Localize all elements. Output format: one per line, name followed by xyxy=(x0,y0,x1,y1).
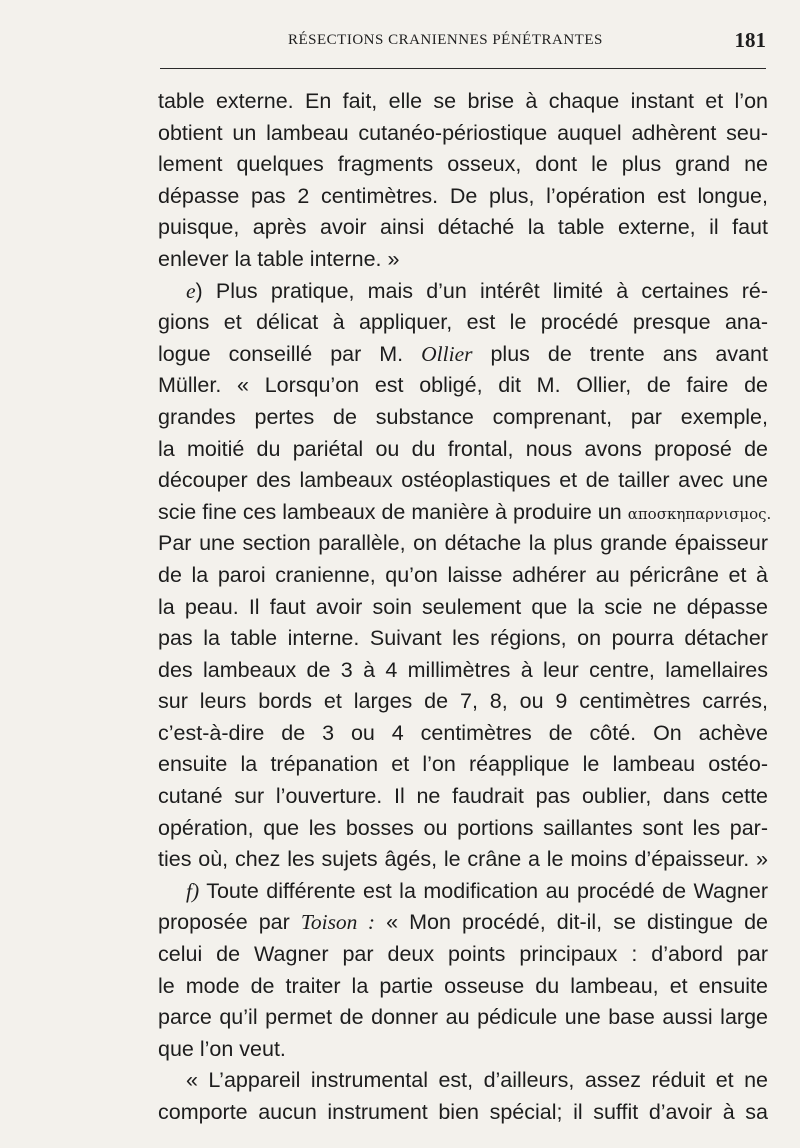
text-line xyxy=(158,339,768,371)
line-text: dépasse pas 2 centimètres. De plus, l’opération est longue, xyxy=(158,183,768,208)
line-text: ) Plus pratique, mais d’un intérêt limité à certaines ré- xyxy=(195,278,768,303)
line-text: enlever la table interne. » xyxy=(158,246,400,271)
italic-text: e xyxy=(186,278,196,303)
line-text: « Mon procédé, dit-il, se distingue de xyxy=(375,910,769,935)
page-header xyxy=(158,28,766,56)
text-line xyxy=(158,686,768,718)
text-line xyxy=(158,497,772,529)
line-text-before: logue conseillé par M. xyxy=(158,341,422,366)
line-text: puisque, après avoir ainsi détaché la table externe, il faut xyxy=(158,215,768,240)
line-text: découper des lambeaux ostéoplastiques et de tailler avec une xyxy=(158,468,768,493)
text-line xyxy=(158,181,768,213)
line-text: lement quelques fragments osseux, dont le plus grand ne xyxy=(158,152,768,177)
header-rule xyxy=(160,68,766,69)
text-line xyxy=(158,307,768,339)
line-text: Par une section parallèle, on détache la plus grande épaisseur xyxy=(158,531,768,556)
running-title: RÉSECTIONS CRANIENNES PÉNÉTRANTES xyxy=(288,32,603,48)
line-text: pas la table interne. Suivant les régions, on pourra détacher xyxy=(158,626,768,651)
line-text: « L’appareil instrumental est, d’ailleurs, assez réduit et ne xyxy=(186,1068,768,1093)
line-text: obtient un lambeau cutanéo-périostique auquel adhèrent seu- xyxy=(158,120,768,145)
text-line xyxy=(158,749,768,781)
text-line xyxy=(158,1065,768,1097)
line-text: plus de trente ans avant xyxy=(472,341,768,366)
line-text: sur leurs bords et larges de 7, 8, ou 9 centimètres carrés, xyxy=(158,689,768,714)
line-text: table externe. En fait, elle se brise à chaque instant et l’on xyxy=(158,89,768,113)
text-line xyxy=(158,402,768,434)
line-text: le mode de traiter la partie osseuse du lambeau, et ensuite xyxy=(158,973,768,998)
line-text: ties où, chez les sujets âgés, le crâne a le moins d’épaisseur. » xyxy=(158,847,768,872)
body-text xyxy=(158,86,772,1129)
text-line xyxy=(158,528,768,560)
line-text: que l’on veut. xyxy=(158,1036,286,1061)
text-line xyxy=(158,212,768,244)
text-line xyxy=(158,813,768,845)
line-text: Müller. « Lorsqu’on est obligé, dit M. Ollier, de faire de xyxy=(158,373,768,398)
line-text: comporte aucun instrument bien spécial; il suffit d’avoir à sa xyxy=(158,1100,768,1124)
italic-text: Ollier xyxy=(421,341,473,366)
line-text: ensuite la trépanation et l’on réapplique le lambeau ostéo- xyxy=(158,752,768,777)
line-text-before: proposée par xyxy=(158,910,301,935)
line-text: la moitié du pariétal ou du frontal, nous avons proposé de xyxy=(158,436,768,461)
italic-text: Toison : xyxy=(300,910,376,935)
text-line xyxy=(158,560,768,592)
text-line xyxy=(158,592,768,624)
text-line xyxy=(158,465,768,497)
text-line xyxy=(158,149,768,181)
text-line xyxy=(158,1034,768,1066)
text-line xyxy=(158,844,768,876)
line-text: opération, que les bosses ou portions saillantes sont les par- xyxy=(158,815,768,840)
text-line xyxy=(158,1002,768,1034)
text-line xyxy=(158,370,768,402)
text-line xyxy=(158,276,768,308)
text-line xyxy=(158,939,768,971)
greek-word: αποσκηπαρνισμος. xyxy=(627,504,772,523)
line-text: Toute différente est la modification au procédé de Wagner xyxy=(199,878,768,903)
text-line xyxy=(158,434,768,466)
text-line xyxy=(158,1097,768,1129)
line-text: scie fine ces lambeaux de manière à produire un xyxy=(158,499,628,524)
line-text: cutané sur l’ouverture. Il ne faudrait pas oublier, dans cette xyxy=(158,784,768,809)
line-text: gions et délicat à appliquer, est le procédé presque ana- xyxy=(158,310,768,335)
text-line xyxy=(158,623,768,655)
text-line xyxy=(158,907,768,939)
text-line xyxy=(158,118,768,150)
line-text: c’est-à-dire de 3 ou 4 centimètres de côté. On achève xyxy=(158,720,768,745)
line-text: de la paroi cranienne, qu’on laisse adhérer au péricrâne et à xyxy=(158,562,768,587)
line-text: grandes pertes de substance comprenant, par exemple, xyxy=(158,404,768,429)
line-text: des lambeaux de 3 à 4 millimètres à leur centre, lamellaires xyxy=(158,657,768,682)
text-line xyxy=(158,718,768,750)
text-line xyxy=(158,971,768,1003)
line-text: la peau. Il faut avoir soin seulement que la scie ne dépasse xyxy=(158,594,768,619)
italic-text: f) xyxy=(186,878,200,903)
line-text: celui de Wagner par deux points principaux : d’abord par xyxy=(158,942,768,967)
text-line xyxy=(158,876,768,908)
text-line xyxy=(158,781,768,813)
page-number: 181 xyxy=(734,28,766,52)
line-text: parce qu’il permet de donner au pédicule une base aussi large xyxy=(158,1005,768,1030)
text-line xyxy=(158,244,768,276)
text-line xyxy=(158,655,768,687)
text-line xyxy=(158,86,768,118)
